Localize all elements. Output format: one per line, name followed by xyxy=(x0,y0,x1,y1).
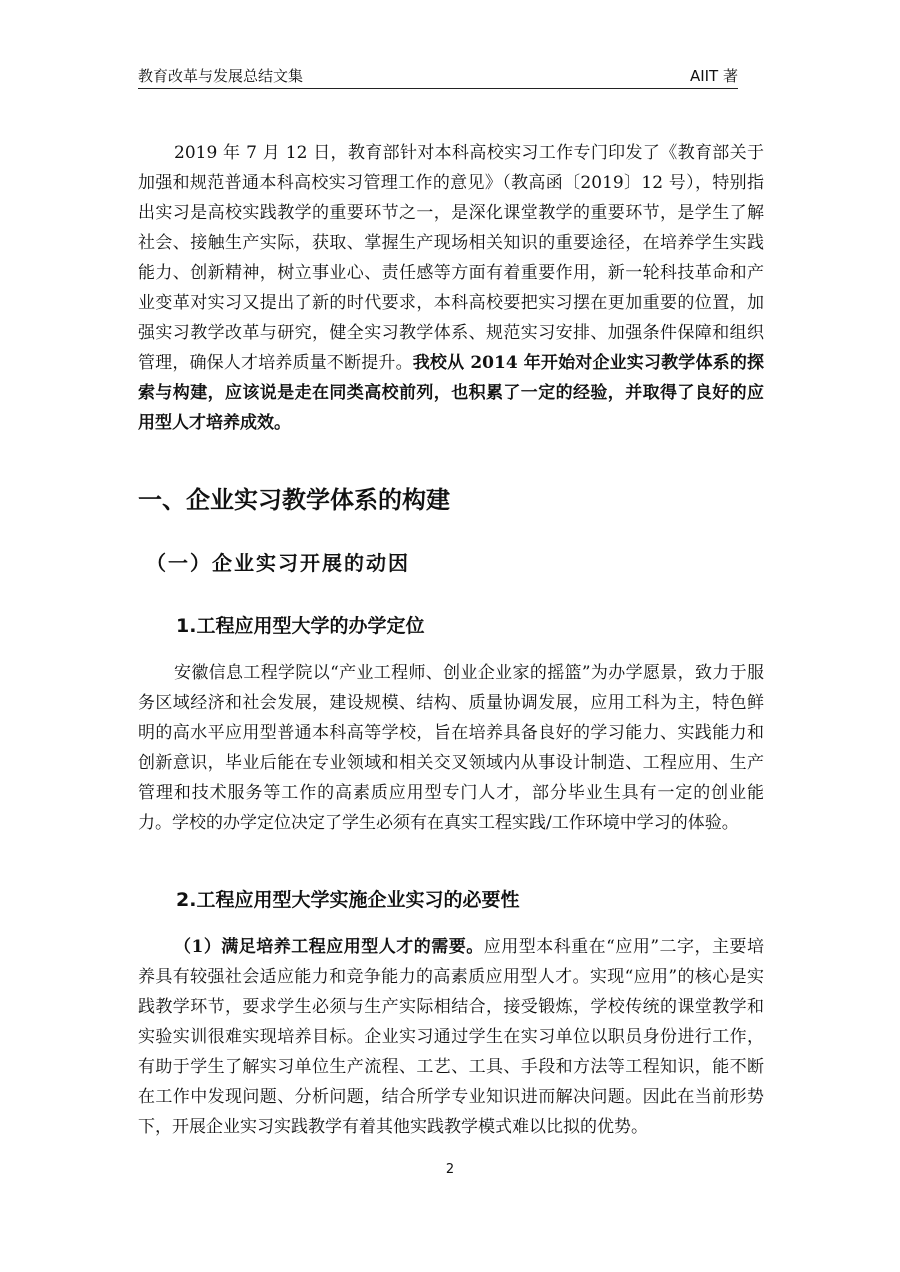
running-header xyxy=(138,66,738,89)
intro-text: 2019 年 7 月 12 日，教育部针对本科高校实习工作专门印发了《教育部关于加强和规范普通本科高校实习管理工作的意见》（教高函〔2019〕12 号），特别指出实习是高校实践教学的重要环节之一，是深化课堂教学的重要环节，是学生了解社会、接触生产实际，获取、掌握生产现场相关知识的重要途径，在培养学生实践能力、创新精神，树立事业心、责任感等方面有着重要作用，新一轮科技革命和产业变革对实习又提出了新的时代要求，本科高校要把实习摆在更加重要的位置，加强实习教学改革与研究，健全实习教学体系、规范实习安排、加强条件保障和组织管理，确保人才培养质量不断提升。 xyxy=(138,143,764,373)
intro-paragraph xyxy=(138,138,764,438)
subsection-heading: （一）企业实习开展的动因 xyxy=(146,551,410,575)
header-author: AIIT 著 xyxy=(689,67,738,85)
section-heading: 一、企业实习教学体系的构建 xyxy=(138,486,450,514)
intro-bold-text: 我校从 2014 年开始对企业实习教学体系的探索与构建，应该说是走在同类高校前列，也积累了一定的经验，并取得了良好的应用型人才培养成效。 xyxy=(138,353,764,433)
item2-heading: 2.工程应用型大学实施企业实习的必要性 xyxy=(176,889,520,911)
header-book-title: 教育改革与发展总结文集 xyxy=(138,67,304,85)
item2-paragraph xyxy=(138,932,764,1142)
item2-lead-bold: （1）满足培养工程应用型人才的需要。 xyxy=(174,937,484,957)
item2-text: 应用型本科重在“应用”二字，主要培养具有较强社会适应能力和竞争能力的高素质应用型人才。实现“应用”的核心是实践教学环节，要求学生必须与生产实际相结合，接受锻炼，学校传统的课堂教学和实验实训很难实现培养目标。企业实习通过学生在实习单位以职员身份进行工作，有助于学生了解实习单位生产流程、工艺、工具、手段和方法等工程知识，能不断在工作中发现问题、分析问题，结合所学专业知识进而解决问题。因此在当前形势下，开展企业实习实践教学有着其他实践教学模式难以比拟的优势。 xyxy=(138,937,764,1137)
item1-paragraph: 安徽信息工程学院以“产业工程师、创业企业家的摇篮”为办学愿景，致力于服务区域经济和社会发展，建设规模、结构、质量协调发展，应用工科为主，特色鲜明的高水平应用型普通本科高等学校，旨在培养具备良好的学习能力、实践能力和创新意识，毕业后能在专业领域和相关交叉领域内从事设计制造、工程应用、生产管理和技术服务等工作的高素质应用型专门人才，部分毕业生具有一定的创业能力。学校的办学定位决定了学生必须有在真实工程实践/工作环境中学习的体验。 xyxy=(138,663,764,833)
item1-heading: 1.工程应用型大学的办学定位 xyxy=(176,615,425,637)
page-number: 2 xyxy=(445,1162,455,1177)
